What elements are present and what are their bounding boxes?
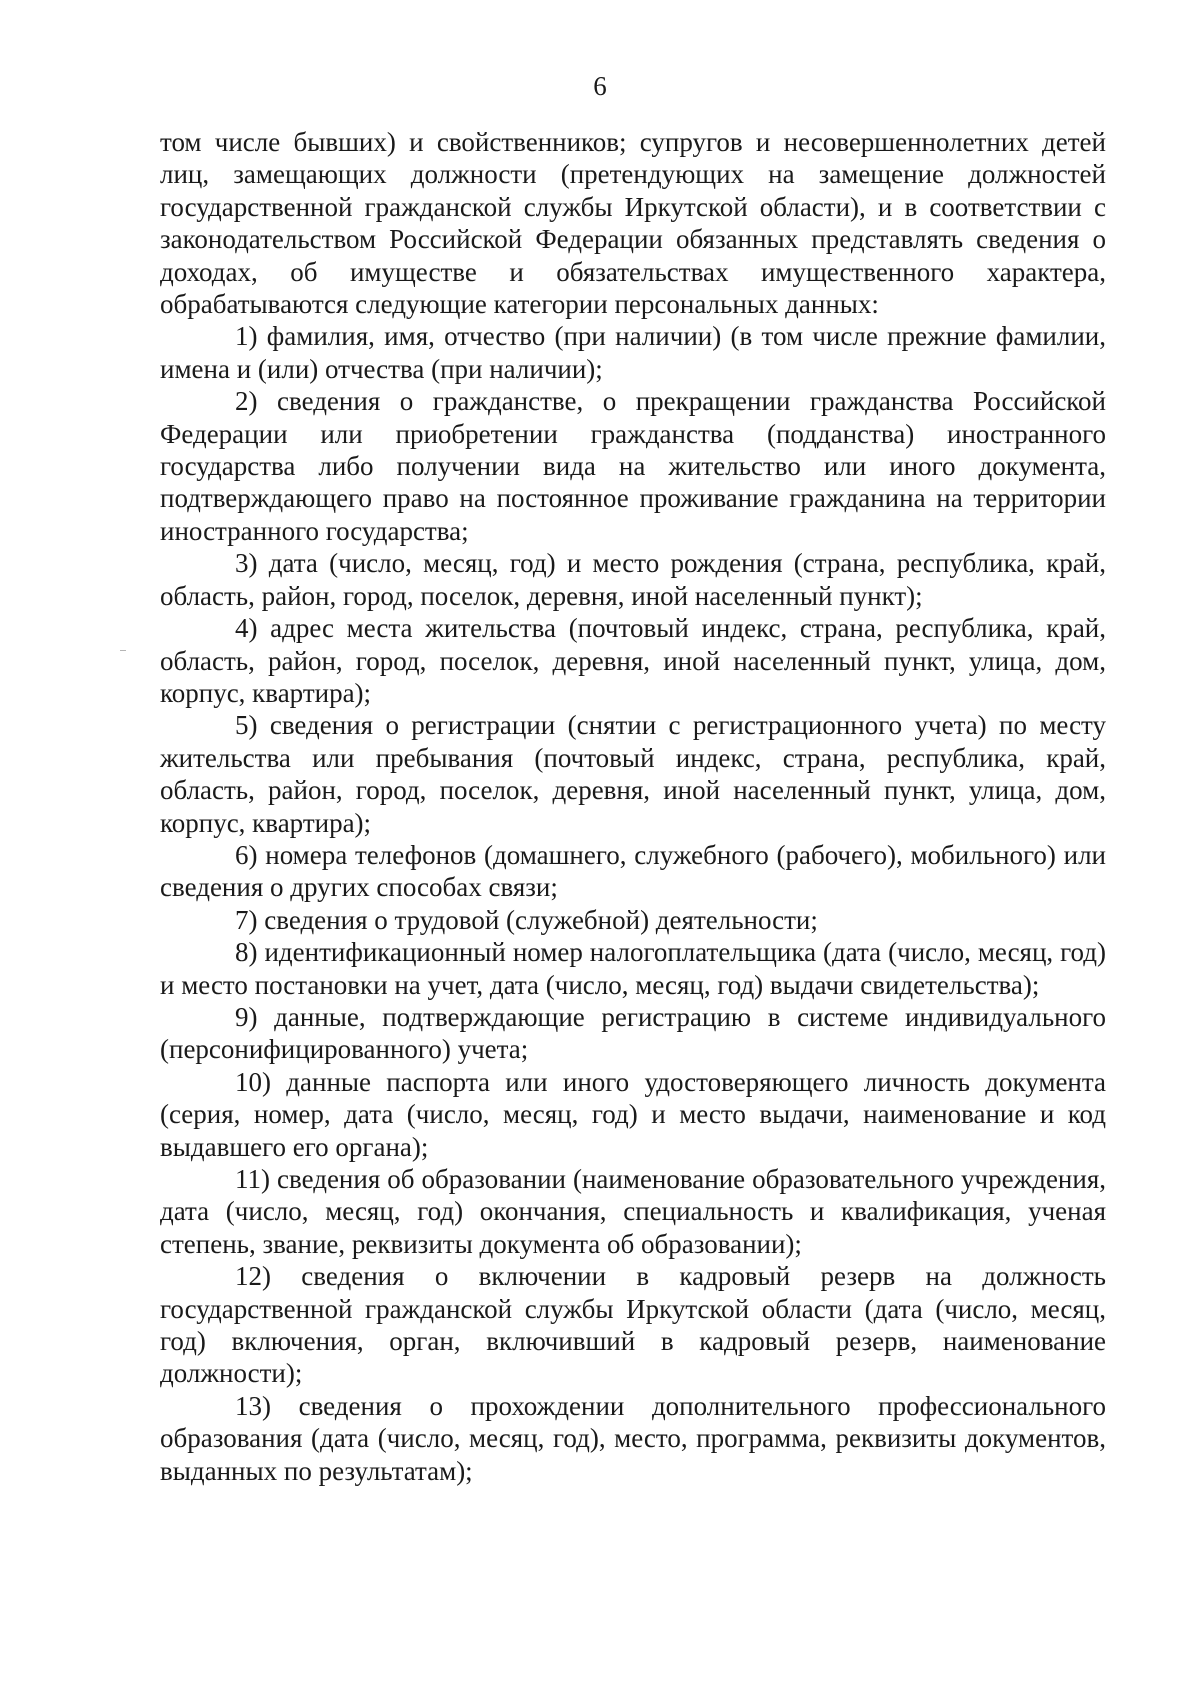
list-item-11: 11) сведения об образовании (наименование образовательного учреждения, дата (число, месяц, год) окончания, специальность и квалификация, ученая степень, звание, реквизиты документа об образовании); — [160, 1164, 1106, 1259]
intro-paragraph: том числе бывших) и свойственников; супругов и несовершеннолетних детей лиц, замещающих должности (претендующих на замещение должностей государственной гражданской службы Иркутской области), и в соответствии с законодательством Российской Федерации обязанных представлять сведения о доходах, об имуществе и обязательствах имущественного характера, обрабатываются следующие категории персональных данных: — [160, 127, 1106, 320]
list-item-13: 13) сведения о прохождении дополнительного профессионального образования (дата (число, месяц, год), место, программа, реквизиты документов, выданных по результатам); — [160, 1390, 1106, 1486]
list-item-10: 10) данные паспорта или иного удостоверяющего личность документа (серия, номер, дата (число, месяц, год) и место выдачи, наименование и код выдавшего его органа); — [160, 1066, 1106, 1162]
list-item-2: 2) сведения о гражданстве, о прекращении гражданства Российской Федерации или приобретении гражданства (подданства) иностранного государства либо получении вида на жительство или иного документа, подтверждающего право на постоянное проживание гражданина на территории иностранного государства; — [160, 386, 1106, 546]
list-item-7: 7) сведения о трудовой (служебной) деятельности; — [235, 904, 818, 935]
list-item-3: 3) дата (число, месяц, год) и место рождения (страна, республика, край, область, район, город, поселок, деревня, иной населенный пункт); — [160, 548, 1106, 611]
list-item-12: 12) сведения о включении в кадровый резерв на должность государственной гражданской службы Иркутской области (дата (число, месяц, год) включения, орган, включивший в кадровый резерв, наименование должности); — [160, 1261, 1106, 1389]
list-item-6: 6) номера телефонов (домашнего, служебного (рабочего), мобильного) или сведения о других способах связи; — [160, 839, 1106, 903]
page-number: 6 — [593, 71, 607, 101]
scan-margin-mark — [120, 650, 126, 651]
list-item-4: 4) адрес места жительства (почтовый индекс, страна, республика, край, область, район, город, поселок, деревня, иной населенный пункт, улица, дом, корпус, квартира); — [160, 613, 1106, 708]
list-item-5: 5) сведения о регистрации (снятии с регистрационного учета) по месту жительства или пребывания (почтовый индекс, страна, республика, край, область, район, город, поселок, деревня, иной населенный пункт, улица, дом, корпус, квартира); — [160, 710, 1106, 838]
document-body — [160, 126, 1106, 1487]
list-item-9: 9) данные, подтверждающие регистрацию в системе индивидуального (персонифицированного) учета; — [160, 1001, 1106, 1065]
list-item-1: 1) фамилия, имя, отчество (при наличии) (в том числе прежние фамилии, имена и (или) отчества (при наличии); — [160, 321, 1106, 384]
list-item-8: 8) идентификационный номер налогоплательщика (дата (число, месяц, год) и место постановки на учет, дата (число, месяц, год) выдачи свидетельства); — [160, 937, 1106, 1000]
